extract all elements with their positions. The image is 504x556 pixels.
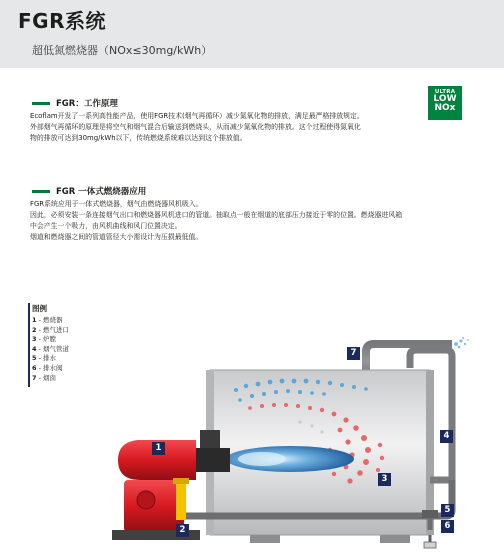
- blast-tube: [196, 448, 230, 472]
- legend-title: 图例: [32, 304, 47, 313]
- section-heading-application: [32, 185, 146, 197]
- badge-line-1: ULTRA: [434, 89, 456, 95]
- marker-1: 1: [152, 442, 165, 455]
- drain-valve: [424, 542, 436, 548]
- legend-item: 5 - 排水: [32, 354, 57, 363]
- paragraph-line: 物的排放可达到30mg/kWh以下，传统燃烧系统难以达到这个排放值。: [30, 134, 247, 142]
- legend-item: 1 - 燃烧器: [32, 316, 63, 324]
- application-paragraph: [30, 199, 402, 243]
- legend-item: 7 - 烟囱: [32, 373, 57, 382]
- heading-accent-bar: [32, 190, 50, 193]
- paragraph-line: 烟道和燃烧器之间的管道管径大小需设计为压损最低值。: [30, 233, 203, 241]
- drain-fitting: [422, 510, 438, 518]
- legend-item: 3 - 炉膛: [32, 335, 57, 344]
- section-heading-text: FGR 一体式燃烧器应用: [56, 187, 147, 197]
- marker-6: 6: [441, 520, 454, 533]
- exhaust-steam: [454, 337, 469, 348]
- gas-inlet-pipe: [176, 480, 186, 520]
- heading-accent-bar: [32, 102, 50, 105]
- marker-4: 4: [440, 430, 453, 443]
- paragraph-line: 外部烟气再循环的原理是将空气和烟气混合后输送到燃烧头，从而减少氮氧化物的排放。这个过程使得氮氧化: [30, 123, 361, 131]
- legend-item: 2 - 燃气进口: [32, 325, 70, 334]
- principle-paragraph: [30, 111, 364, 144]
- section-heading-text: FGR：工作原理: [56, 99, 118, 109]
- ultra-low-nox-badge: [428, 86, 462, 120]
- fgr-diagram-svg: [0, 330, 504, 552]
- header-band: [0, 0, 504, 68]
- page-title: FGR系统: [18, 9, 106, 33]
- page-subtitle: 超低氮燃烧器（NOx≤30mg/kWh）: [32, 44, 213, 57]
- paragraph-line: 中会产生一个吸力，由风机曲线和风门位置决定。: [30, 222, 182, 230]
- burner-fan-housing: [124, 480, 184, 532]
- badge-line-3: NOx: [434, 103, 456, 113]
- paragraph-line: FGR系统应用于一体式燃烧器，烟气由燃烧器风机吸入。: [30, 200, 203, 208]
- legend-item: 4 - 烟气管道: [32, 344, 70, 353]
- section-heading-principle: [32, 97, 118, 109]
- marker-5: 5: [441, 504, 454, 517]
- badge-line-2: LOW: [433, 94, 457, 104]
- legend-item: 6 - 排水阀: [32, 363, 63, 372]
- marker-7: 7: [347, 347, 360, 360]
- paragraph-line: Ecoflam开发了一系列高性能产品，使用FGR技术(烟气再循环）减少氮氧化物的排放，满足最严格排放规定。: [30, 112, 364, 120]
- marker-3: 3: [378, 473, 391, 486]
- fgr-diagram: [0, 330, 504, 552]
- marker-2: 2: [176, 524, 189, 537]
- paragraph-line: 因此，必须安装一条连接烟气出口和燃烧器风机进口的管道。抽取点一般在烟道的底部压力接近于零的位置。燃烧器进风箱: [30, 211, 403, 219]
